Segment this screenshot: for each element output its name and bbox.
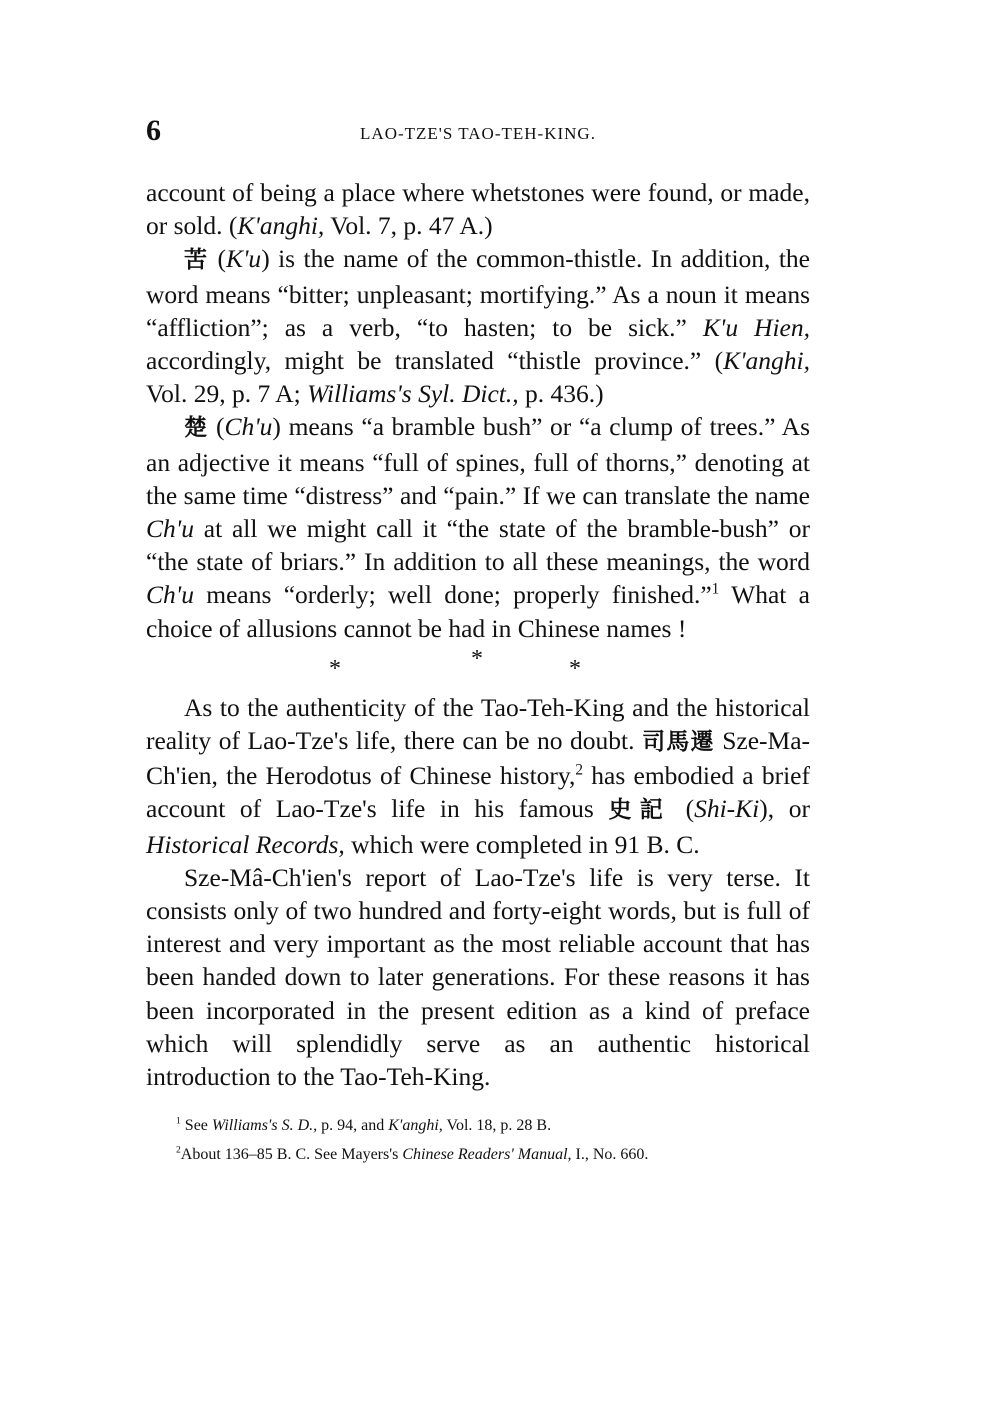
chinese-character-chu: 楚 xyxy=(184,415,209,442)
asterisk-right: * xyxy=(569,655,581,682)
paragraph-1: account of being a place where whetstones were found, or made, or sold. (K'anghi, Vol. 7, p. 47 A.) xyxy=(146,178,810,241)
paragraph-ku: 苦 (K'u) is the name of the common-thistle. In addition, the word means “bitter; unpleasant; mortifying.” As a noun it means “affliction”; as a verb, “to hasten; to be sick.” K'u Hien, accordingly, might be translated “thistle province.” (K'anghi, Vol. 29, p. 7 A; Williams's Syl. Dict., p. 436.) xyxy=(146,244,811,409)
section-separator xyxy=(146,645,810,691)
footnote: $^1$ See Williams's S. D., p. 94, and K'anghi, Vol. 18, p. 28 B. xyxy=(176,1115,552,1135)
chinese-title-shi-ki: 史記 xyxy=(608,797,671,824)
footnote: $^2$About 136–85 B. C. See Mayers's Chinese Readers' Manual, I., No. 660. xyxy=(176,1144,649,1164)
book-page xyxy=(146,112,810,1169)
body-text xyxy=(146,176,810,1093)
asterisk-center: * xyxy=(471,645,483,672)
footnote-ref-1: 1 xyxy=(711,580,720,598)
chinese-character-ku: 苦 xyxy=(184,247,210,274)
asterisk-left: * xyxy=(329,655,341,682)
paragraph-authenticity: As to the authenticity of the Tao-Teh-King and the historical reality of Lao-Tze's life, there can be no doubt. 司馬遷 Sze-Ma-Ch'ien, the Herodotus of Chinese history,$^2$ has embodied a brief account of Lao-Tze's life in his famous 史記 (Shi-Ki), or Historical Records, which were completed in 91 B. C. xyxy=(146,692,811,859)
page-header xyxy=(146,112,810,152)
running-title: LAO-TZE'S TAO-TEH-KING. xyxy=(360,124,596,143)
page-number: 6 xyxy=(146,114,161,147)
footnotes xyxy=(146,1111,810,1169)
paragraph-chu: 楚 (Ch'u) means “a bramble bush” or “a clump of trees.” As an adjective it means “full of spines, full of thorns,” denoting at the same time “distress” and “pain.” If we can translate the name Ch'u at all we might call it “the state of the bramble-bush” or “the state of briars.” In addition to all these meanings, the word Ch'u means “orderly; well done; properly finished.”$^1$ What a choice of allusions cannot be had in Chinese names ! xyxy=(146,412,810,643)
footnote-ref-2: 2 xyxy=(575,761,584,779)
paragraph-report: Sze-Mâ-Ch'ien's report of Lao-Tze's life is very terse. It consists only of two hundred and forty-eight words, but is full of interest and very important as the most reliable account that has been handed down to later generations. For these reasons it has been incorporated in the present edition as a kind of preface which will splendidly serve as an authentic historical introduction to the Tao-Teh-King. xyxy=(146,862,810,1092)
chinese-name-sze-ma-chien: 司馬遷 xyxy=(642,729,715,756)
